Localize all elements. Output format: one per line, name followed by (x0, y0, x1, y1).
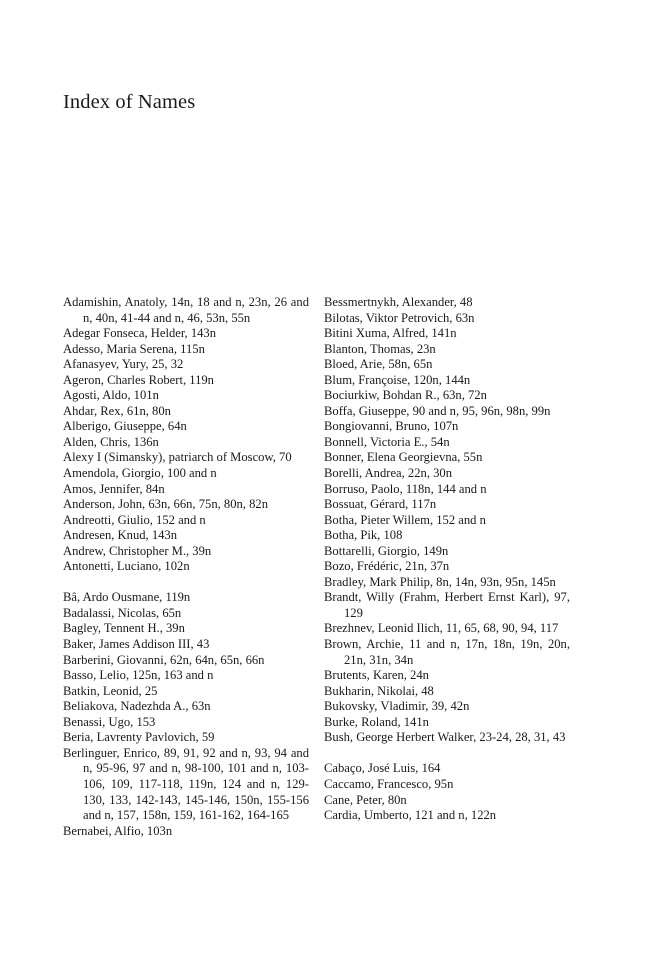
index-entry: Bociurkiw, Bohdan R., 63n, 72n (324, 388, 487, 403)
index-entry: Adegar Fonseca, Helder, 143n (63, 326, 217, 341)
index-column-left (63, 295, 309, 839)
index-entry: Adamishin, Anatoly, 14n, 18 and n, 23n, 26 and n, 40n, 41-44 and n, 46, 53n, 55n (63, 295, 309, 325)
index-entry: Bonnell, Victoria E., 54n (324, 434, 450, 449)
index-entry: Batkin, Leonid, 25 (63, 683, 158, 698)
index-entry: Baker, James Addison III, 43 (63, 637, 210, 652)
index-entry: Amos, Jennifer, 84n (63, 481, 165, 496)
index-entry: Beliakova, Nadezhda A., 63n (63, 699, 211, 714)
index-entry: Blum, Françoise, 120n, 144n (324, 372, 471, 387)
index-entry: Berlinguer, Enrico, 89, 91, 92 and n, 93, 94 and n, 95-96, 97 and n, 98-100, 101 and n, 103-106, 109, 117-118, 119n, 124 and n, 129-130, 133, 142-143, 145-146, 150n, 155-156 and n, 157, 158n, 159, 161-162, 164-165 (63, 745, 309, 823)
index-entry: Bozo, Frédéric, 21n, 37n (324, 559, 450, 574)
index-entry: Botha, Pieter Willem, 152 and n (324, 512, 486, 527)
index-entry: Bongiovanni, Bruno, 107n (324, 419, 459, 434)
index-entry: Agosti, Aldo, 101n (63, 388, 159, 403)
index-entry: Bush, George Herbert Walker, 23-24, 28, 31, 43 (324, 730, 566, 745)
index-entry: Bagley, Tennent H., 39n (63, 621, 185, 636)
index-entry: Ahdar, Rex, 61n, 80n (63, 403, 171, 418)
index-entry: Brezhnev, Leonid Ilich, 11, 65, 68, 90, 94, 117 (324, 621, 559, 636)
index-entry: Afanasyev, Yury, 25, 32 (63, 357, 184, 372)
index-entry: Barberini, Giovanni, 62n, 64n, 65n, 66n (63, 652, 265, 667)
index-entry: Andrew, Christopher M., 39n (63, 543, 212, 558)
index-entry: Ageron, Charles Robert, 119n (63, 372, 214, 387)
index-entry: Bloed, Arie, 58n, 65n (324, 357, 433, 372)
index-column-right (324, 295, 570, 824)
index-entry: Anderson, John, 63n, 66n, 75n, 80n, 82n (63, 497, 268, 512)
letter-group-gap (63, 575, 309, 591)
index-entry: Alexy I (Simansky), patriarch of Moscow, 70 (63, 450, 292, 465)
index-entry: Beria, Lavrenty Pavlovich, 59 (63, 730, 215, 745)
index-entry: Bilotas, Viktor Petrovich, 63n (324, 310, 475, 325)
index-entry: Cabaço, José Luis, 164 (324, 761, 441, 776)
index-entry: Benassi, Ugo, 153 (63, 714, 156, 729)
index-entry: Badalassi, Nicolas, 65n (63, 605, 182, 620)
index-entry: Basso, Lelio, 125n, 163 and n (63, 668, 214, 683)
index-entry: Boffa, Giuseppe, 90 and n, 95, 96n, 98n, 99n (324, 403, 551, 418)
index-entry: Bitini Xuma, Alfred, 141n (324, 326, 457, 341)
index-entry: Andresen, Knud, 143n (63, 528, 178, 543)
index-entry: Bukharin, Nikolai, 48 (324, 683, 434, 698)
index-entry: Brown, Archie, 11 and n, 17n, 18n, 19n, 20n, 21n, 31n, 34n (324, 637, 570, 667)
index-entry: Bradley, Mark Philip, 8n, 14n, 93n, 95n, 145n (324, 574, 556, 589)
page-title: Index of Names (63, 91, 196, 113)
index-entry: Bottarelli, Giorgio, 149n (324, 543, 449, 558)
index-entry: Borelli, Andrea, 22n, 30n (324, 466, 453, 481)
index-entry: Cane, Peter, 80n (324, 792, 407, 807)
index-entry: Amendola, Giorgio, 100 and n (63, 466, 217, 481)
index-entry: Antonetti, Luciano, 102n (63, 559, 190, 574)
index-entry: Cardia, Umberto, 121 and n, 122n (324, 808, 497, 823)
index-entry: Bernabei, Alfio, 103n (63, 823, 173, 838)
index-entry: Andreotti, Giulio, 152 and n (63, 512, 206, 527)
index-entry: Brutents, Karen, 24n (324, 668, 429, 683)
index-entry: Bossuat, Gérard, 117n (324, 497, 437, 512)
index-entry: Burke, Roland, 141n (324, 714, 429, 729)
index-entry: Adesso, Maria Serena, 115n (63, 341, 205, 356)
letter-group-gap (324, 746, 570, 762)
index-entry: Bukovsky, Vladimir, 39, 42n (324, 699, 470, 714)
index-entry: Caccamo, Francesco, 95n (324, 776, 454, 791)
index-entry: Borruso, Paolo, 118n, 144 and n (324, 481, 487, 496)
index-entry: Alberigo, Giuseppe, 64n (63, 419, 187, 434)
index-entry: Brandt, Willy (Frahm, Herbert Ernst Karl), 97, 129 (324, 590, 570, 620)
index-entry: Alden, Chris, 136n (63, 434, 159, 449)
index-entry: Bonner, Elena Georgievna, 55n (324, 450, 483, 465)
index-entry: Botha, Pik, 108 (324, 528, 403, 543)
index-entry: Bâ, Ardo Ousmane, 119n (63, 590, 191, 605)
index-entry: Bessmertnykh, Alexander, 48 (324, 295, 473, 309)
index-entry: Blanton, Thomas, 23n (324, 341, 436, 356)
